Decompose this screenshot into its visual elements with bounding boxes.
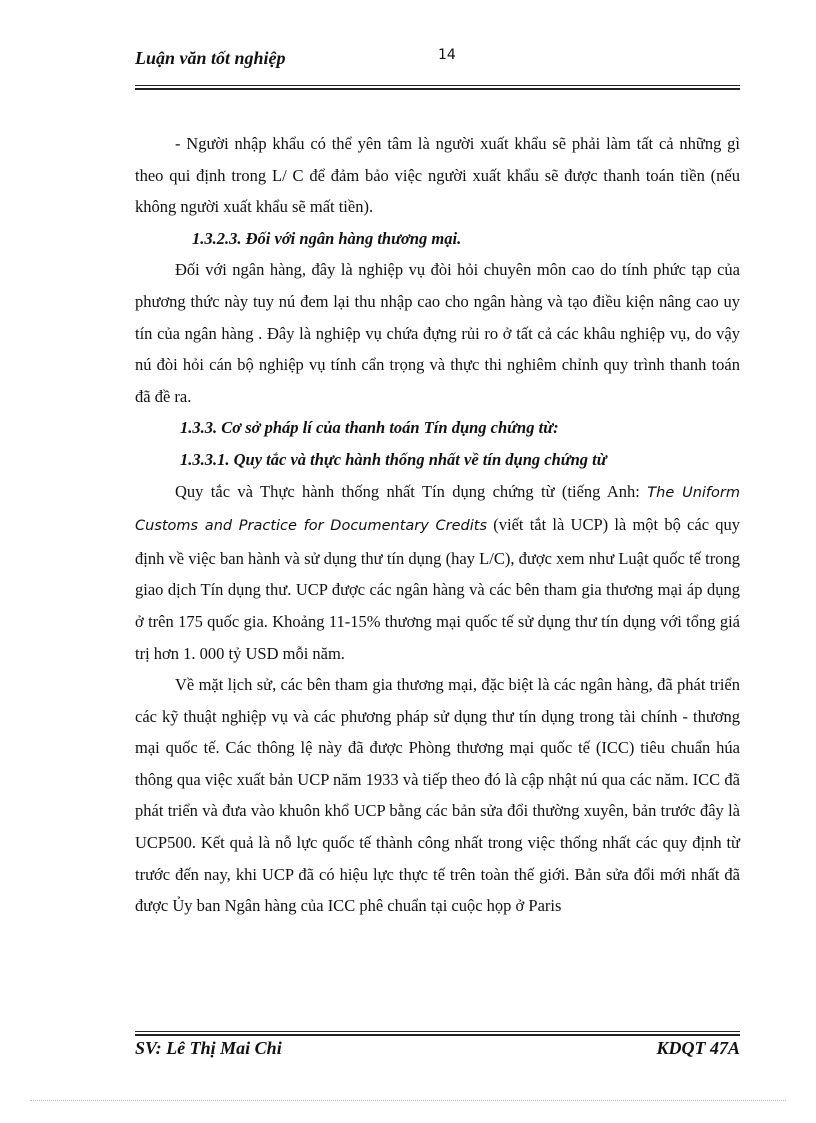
- paragraph-ucp-definition: [135, 476, 740, 670]
- ucp-english-title: The Uniform Customs and Practice for Documentary Credits: [135, 484, 740, 535]
- footer-class-code: KDQT 47A: [656, 1038, 740, 1058]
- footer-rule: [135, 1031, 740, 1036]
- paragraph-ucp-history: Về mặt lịch sử, các bên tham gia thương mại, đặc biệt là các ngân hàng, đã phát triển các kỹ thuật nghiệp vụ và các phương pháp sử dụng thư tín dụng trong tài chính - thương mại quốc tế. Các thông lệ này đã được Phòng thương mại quốc tế (ICC) tiêu chuẩn húa thông qua việc xuất bản UCP năm 1933 và tiếp theo đó là cập nhật nú qua các năm. ICC đã phát triển và đưa vào khuôn khổ UCP bằng các bản sửa đổi thường xuyên, bản trước đây là UCP500. Kết quả là nỗ lực quốc tế thành công nhất trong việc thống nhất các quy định từ trước đến nay, khi UCP đã có hiệu lực thực tế trên toàn thế giới. Bản sửa đổi mới nhất đã được Ủy ban Ngân hàng của ICC phê chuẩn tại cuộc họp ở Paris: [135, 675, 740, 916]
- ucp-rest-text: (viết tắt là UCP) là một bộ các quy định về việc ban hành và sử dụng thư tín dụng (hay L/C), được xem như Luật quốc tế trong giao dịch Tín dụng thư. UCP được các ngân hàng và các bên tham gia thương mại áp dụng ở trên 175 quốc gia. Khoảng 11-15% thương mại quốc tế sử dụng thư tín dụng với tổng giá trị hơn 1. 000 tỷ USD mỗi năm.: [135, 515, 740, 663]
- page-bottom-divider: [30, 1100, 786, 1101]
- header-title: Luận văn tốt nghiệp: [135, 48, 286, 68]
- footer-student-name: SV: Lê Thị Mai Chi: [135, 1038, 282, 1058]
- heading-1-3-3-1: 1.3.3.1. Quy tắc và thực hành thống nhất về tín dụng chứng từ: [180, 449, 607, 469]
- paragraph-importer-assurance: - Người nhập khẩu có thể yên tâm là người xuất khẩu sẽ phải làm tất cả những gì theo qui định trong L/ C để đảm bảo việc người xuất khẩu sẽ được thanh toán tiền (nếu không người xuất khẩu sẽ mất tiền).: [135, 134, 740, 217]
- page-body: [135, 128, 740, 922]
- header-rule: [135, 85, 740, 90]
- page-number: 14: [438, 47, 456, 63]
- paragraph-bank-role: Đối với ngân hàng, đây là nghiệp vụ đòi hỏi chuyên môn cao do tính phức tạp của phương thức này tuy nú đem lại thu nhập cao cho ngân hàng và tạo điều kiện nâng cao uy tín của ngân hàng . Đây là nghiệp vụ chứa đựng rủi ro ở tất cả các khâu nghiệp vụ, do vậy nú đòi hỏi cán bộ nghiệp vụ tính cẩn trọng và thực thi nghiêm chỉnh quy trình thanh toán đã đề ra.: [135, 260, 740, 406]
- heading-1-3-3: 1.3.3. Cơ sở pháp lí của thanh toán Tín dụng chứng từ:: [180, 418, 559, 438]
- heading-1-3-2-3: 1.3.2.3. Đối với ngân hàng thương mại.: [192, 228, 462, 248]
- ucp-intro-text: Quy tắc và Thực hành thống nhất Tín dụng chứng từ (tiếng Anh:: [175, 481, 648, 501]
